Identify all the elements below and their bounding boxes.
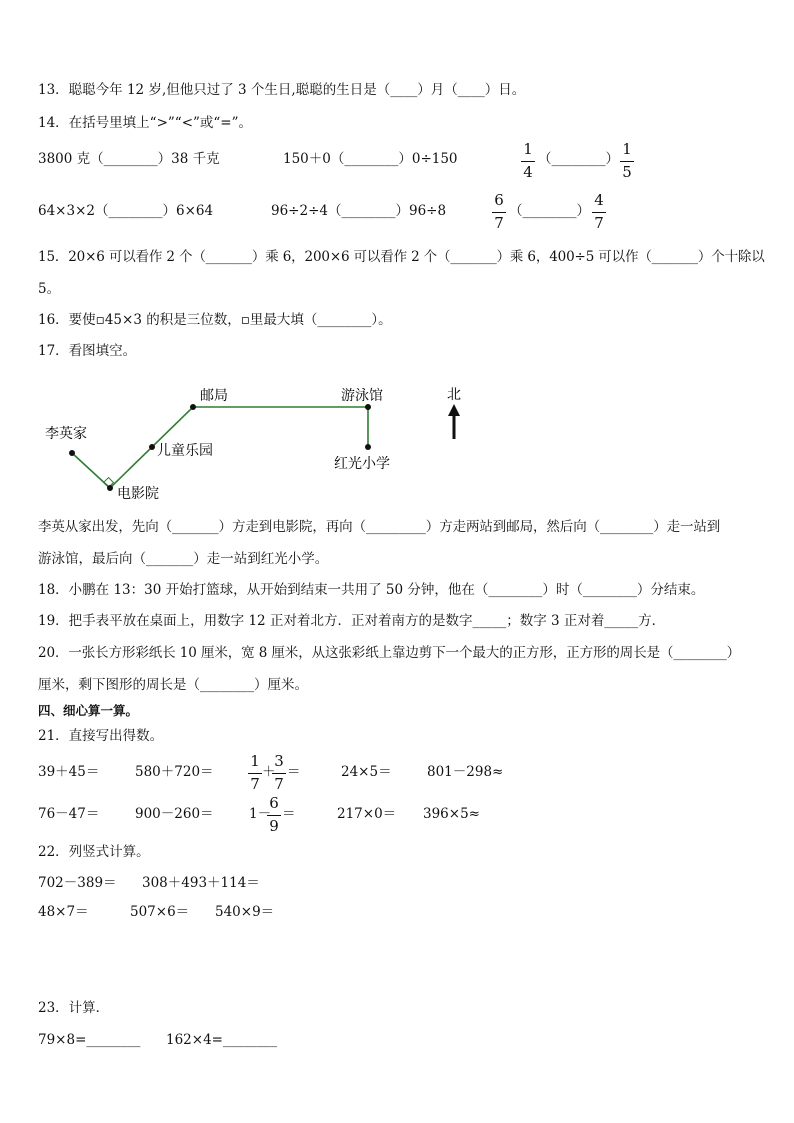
- numerator: 1: [250, 752, 260, 770]
- q21-frac-a: [248, 754, 262, 792]
- q21-item: 39＋45＝: [38, 764, 100, 780]
- label-park: 儿童乐园: [157, 443, 213, 459]
- home-point: [69, 450, 75, 456]
- question-22-title: 22．列竖式计算。: [38, 844, 150, 860]
- cinema-point: [107, 485, 113, 491]
- route-lines: [72, 407, 368, 488]
- question-16: 16．要使▫45×3 的积是三位数，▫里最大填（________）。: [38, 312, 392, 328]
- q21-item: 580＋720＝: [135, 764, 214, 780]
- north-arrow-icon: [448, 404, 460, 439]
- q14-row1-frac-left: [521, 142, 535, 180]
- numerator: 4: [594, 191, 604, 209]
- label-post: 邮局: [200, 388, 228, 404]
- q22-item: 48×7＝: [38, 904, 89, 920]
- q22-item: 507×6＝: [130, 904, 190, 920]
- question-20-line1: 20．一张长方形彩纸长 10 厘米，宽 8 厘米，从这张彩纸上靠边剪下一个最大的正方形，正方形的周长是（________）: [38, 645, 741, 661]
- question-19: 19．把手表平放在桌面上，用数字 12 正对着北方．正对着南方的是数字_____；数字 3 正对着_____方．: [38, 613, 666, 629]
- q14-row2-frac-left: [492, 193, 506, 231]
- school-point: [365, 444, 371, 450]
- denominator: 4: [523, 163, 533, 181]
- denominator: 7: [250, 775, 260, 793]
- q23-item: 162×4=________: [166, 1032, 277, 1048]
- question-20-line2: 厘米，剩下图形的周长是（________）厘米。: [38, 677, 308, 693]
- question-13: 13．聪聪今年 12 岁,但他只过了 3 个生日,聪聪的生日是（____）月（____）日。: [38, 82, 526, 98]
- q21-item: 396×5≈: [423, 806, 480, 822]
- numerator: 1: [523, 140, 533, 158]
- park-point: [149, 444, 155, 450]
- denominator: 7: [494, 214, 504, 232]
- q21-frac-lead: 1－: [249, 806, 272, 822]
- q14-row2-a: 64×3×2（________）6×64: [38, 203, 214, 219]
- q14-row1-frac-right: [620, 142, 634, 180]
- question-15-line1: 15．20×6 可以看作 2 个（_______）乘 6，200×6 可以看作 2 个（_______）乘 6，400÷5 可以作（_______）个十除以: [38, 249, 765, 265]
- q23-item: 79×8=________: [38, 1032, 141, 1048]
- question-17-title: 17．看图填空。: [38, 343, 137, 359]
- numerator: 6: [494, 191, 504, 209]
- denominator: 9: [269, 817, 279, 835]
- q21-item: 900－260＝: [135, 806, 214, 822]
- q21-frac-f: [267, 796, 281, 834]
- question-15-line2: 5。: [38, 281, 61, 297]
- q22-item: 702－389＝: [38, 875, 117, 891]
- question-14-title: 14．在括号里填上“>”“<”或“=”。: [38, 115, 253, 131]
- q21-item: 217×0＝: [337, 806, 397, 822]
- q21-frac-equals: ＝: [282, 806, 296, 822]
- q14-row2-paren: （________）: [509, 203, 590, 219]
- denominator: 7: [274, 775, 284, 793]
- q14-row1-b: 150＋0（________）0÷150: [283, 151, 458, 167]
- q14-row1-a: 3800 克（________）38 千克: [38, 151, 220, 167]
- label-north: 北: [447, 387, 461, 403]
- post-point: [190, 404, 196, 410]
- q21-frac-b: [272, 754, 286, 792]
- q21-item: 24×5＝: [341, 764, 392, 780]
- pool-point: [365, 404, 371, 410]
- question-23-title: 23．计算．: [38, 1000, 110, 1016]
- q21-frac-operator: ＋: [262, 764, 276, 780]
- denominator: 5: [622, 163, 632, 181]
- q21-item: 801－298≈: [427, 764, 504, 780]
- question-18: 18．小鹏在 13：30 开始打篮球，从开始到结束一共用了 50 分钟，他在（________）时（________）分结束。: [38, 582, 705, 598]
- numerator: 1: [622, 140, 632, 158]
- denominator: 7: [594, 214, 604, 232]
- q14-row2-b: 96÷2÷4（________）96÷8: [271, 203, 447, 219]
- q14-row1-paren: （________）: [538, 151, 619, 167]
- question-17-line1: 李英从家出发，先向（_______）方走到电影院，再向（_________）方走两站到邮局，然后向（________）走一站到: [38, 519, 721, 535]
- q21-frac-equals: ＝: [287, 764, 301, 780]
- label-cinema: 电影院: [117, 486, 159, 502]
- q14-row2-frac-right: [592, 193, 606, 231]
- numerator: 3: [274, 752, 284, 770]
- label-pool: 游泳馆: [341, 388, 383, 404]
- q21-item: 76－47＝: [38, 806, 100, 822]
- question-17-line2: 游泳馆，最后向（_______）走一站到红光小学。: [38, 551, 329, 567]
- label-school: 红光小学: [334, 456, 390, 472]
- numerator: 6: [269, 794, 279, 812]
- section-heading: 四、细心算一算。: [38, 703, 139, 718]
- q22-item: 540×9＝: [215, 904, 275, 920]
- label-home: 李英家: [45, 426, 87, 442]
- route-map: [0, 375, 480, 510]
- question-21-title: 21．直接写出得数。: [38, 728, 164, 744]
- q22-item: 308＋493＋114＝: [142, 875, 260, 891]
